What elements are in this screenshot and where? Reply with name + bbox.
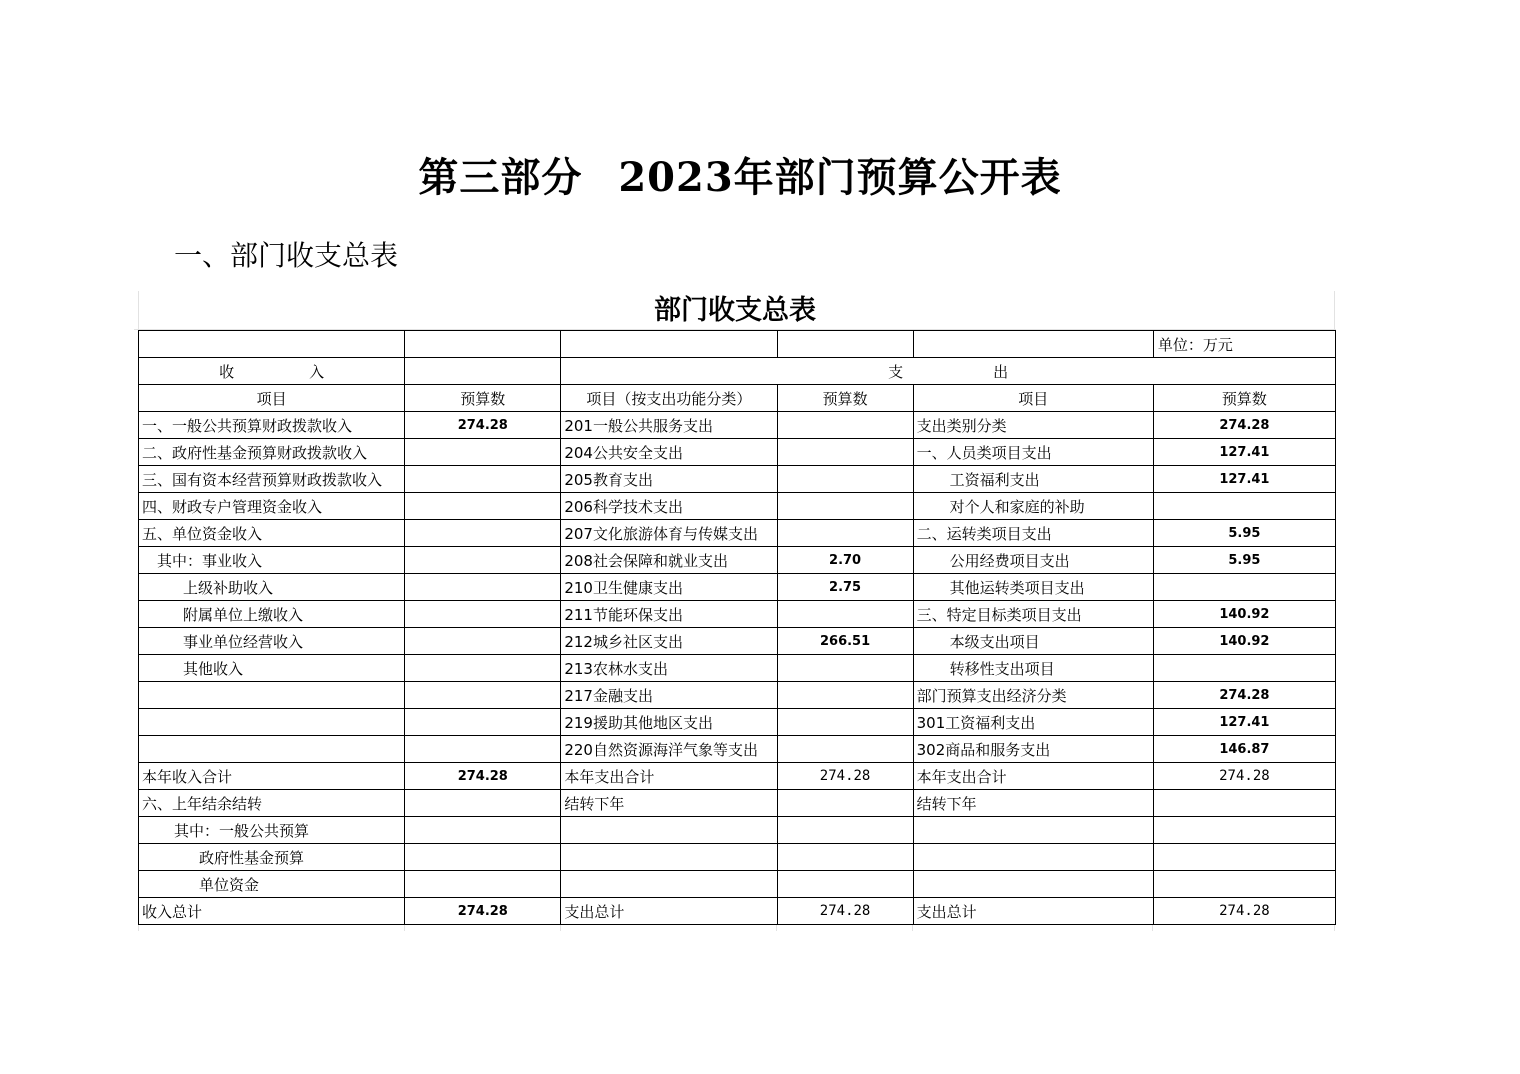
func-item-cell: 210卫生健康支出 [561, 574, 777, 601]
income-item-cell: 单位资金 [139, 871, 405, 898]
func-budget-cell: 274.28 [777, 763, 913, 790]
budget-sheet [134, 291, 1336, 931]
column-header-row [139, 385, 1336, 412]
page-title-rest: 2023年部门预算公开表 [618, 154, 1062, 201]
func-budget-cell: 2.75 [777, 574, 913, 601]
type-item-cell: 支出类别分类 [913, 412, 1153, 439]
func-item-cell [561, 871, 777, 898]
type-budget-cell: 5.95 [1153, 547, 1335, 574]
income-item-cell: 其中：事业收入 [139, 547, 405, 574]
income-item-cell: 政府性基金预算 [139, 844, 405, 871]
income-item-cell: 二、政府性基金预算财政拨款收入 [139, 439, 405, 466]
func-budget-cell [777, 520, 913, 547]
income-item-cell [139, 736, 405, 763]
func-item-cell: 212城乡社区支出 [561, 628, 777, 655]
cell [561, 331, 777, 358]
income-budget-cell [405, 574, 561, 601]
func-budget-cell [777, 844, 913, 871]
col-type-budget: 预算数 [1153, 385, 1335, 412]
func-item-cell: 201一般公共服务支出 [561, 412, 777, 439]
func-item-cell: 220自然资源海洋气象等支出 [561, 736, 777, 763]
type-budget-cell: 127.41 [1153, 709, 1335, 736]
type-budget-cell [1153, 574, 1335, 601]
cell [777, 331, 913, 358]
func-item-cell: 213农林水支出 [561, 655, 777, 682]
type-item-cell: 支出总计 [913, 898, 1153, 925]
func-budget-cell [777, 871, 913, 898]
table-row [139, 547, 1336, 574]
income-item-cell: 三、国有资本经营预算财政拨款收入 [139, 466, 405, 493]
func-budget-cell [777, 736, 913, 763]
income-item-cell: 六、上年结余结转 [139, 790, 405, 817]
type-item-cell: 工资福利支出 [913, 466, 1153, 493]
income-item-cell: 其中：一般公共预算 [139, 817, 405, 844]
income-budget-cell [405, 493, 561, 520]
page-title-part: 第三部分 [418, 154, 583, 201]
table-row [139, 790, 1336, 817]
func-budget-cell [777, 790, 913, 817]
func-item-cell: 208社会保障和就业支出 [561, 547, 777, 574]
func-budget-cell [777, 493, 913, 520]
func-item-cell: 205教育支出 [561, 466, 777, 493]
expense-header: 支 出 [561, 358, 1336, 385]
income-budget-cell [405, 736, 561, 763]
section-title: 一、部门收支总表 [174, 239, 399, 272]
func-budget-cell [777, 466, 913, 493]
income-budget-cell [405, 655, 561, 682]
income-item-cell: 事业单位经营收入 [139, 628, 405, 655]
income-item-cell: 五、单位资金收入 [139, 520, 405, 547]
income-item-cell: 上级补助收入 [139, 574, 405, 601]
func-item-cell [561, 817, 777, 844]
func-budget-cell [777, 601, 913, 628]
income-budget-cell [405, 520, 561, 547]
income-header: 收 入 [139, 358, 405, 385]
func-budget-cell: 274.28 [777, 898, 913, 925]
type-item-cell: 二、运转类项目支出 [913, 520, 1153, 547]
func-item-cell: 219援助其他地区支出 [561, 709, 777, 736]
table-row [139, 439, 1336, 466]
income-item-cell [139, 709, 405, 736]
cell [139, 331, 405, 358]
type-budget-cell: 140.92 [1153, 628, 1335, 655]
col-type-item: 项目 [913, 385, 1153, 412]
cell [405, 358, 561, 385]
type-budget-cell: 146.87 [1153, 736, 1335, 763]
income-budget-cell [405, 871, 561, 898]
income-item-cell: 附属单位上缴收入 [139, 601, 405, 628]
type-item-cell: 302商品和服务支出 [913, 736, 1153, 763]
income-budget-cell: 274.28 [405, 898, 561, 925]
unit-row [139, 331, 1336, 358]
type-budget-cell: 274.28 [1153, 682, 1335, 709]
type-item-cell: 一、人员类项目支出 [913, 439, 1153, 466]
type-budget-cell [1153, 871, 1335, 898]
type-item-cell: 其他运转类项目支出 [913, 574, 1153, 601]
table-row [139, 844, 1336, 871]
cell [405, 331, 561, 358]
type-budget-cell: 274.28 [1153, 412, 1335, 439]
type-item-cell: 本年支出合计 [913, 763, 1153, 790]
income-item-cell: 四、财政专户管理资金收入 [139, 493, 405, 520]
budget-table [138, 330, 1336, 925]
type-item-cell: 对个人和家庭的补助 [913, 493, 1153, 520]
income-budget-cell [405, 547, 561, 574]
table-row [139, 628, 1336, 655]
income-budget-cell [405, 817, 561, 844]
income-item-cell [139, 682, 405, 709]
col-income-item: 项目 [139, 385, 405, 412]
table-row [139, 601, 1336, 628]
type-item-cell [913, 817, 1153, 844]
table-row [139, 817, 1336, 844]
func-item-cell: 支出总计 [561, 898, 777, 925]
table-row [139, 574, 1336, 601]
income-budget-cell: 274.28 [405, 763, 561, 790]
type-budget-cell: 5.95 [1153, 520, 1335, 547]
func-budget-cell [777, 655, 913, 682]
func-item-cell: 204公共安全支出 [561, 439, 777, 466]
func-budget-cell [777, 439, 913, 466]
func-budget-cell [777, 709, 913, 736]
type-item-cell: 结转下年 [913, 790, 1153, 817]
func-budget-cell: 266.51 [777, 628, 913, 655]
type-item-cell [913, 871, 1153, 898]
col-func-item: 项目（按支出功能分类） [561, 385, 777, 412]
cell [913, 331, 1153, 358]
income-budget-cell [405, 709, 561, 736]
table-row [139, 898, 1336, 925]
unit-label: 单位：万元 [1153, 331, 1335, 358]
type-budget-cell: 274.28 [1153, 763, 1335, 790]
table-row [139, 466, 1336, 493]
sheet-bottom-rule [138, 925, 1336, 931]
table-row [139, 709, 1336, 736]
col-func-budget: 预算数 [777, 385, 913, 412]
type-item-cell: 转移性支出项目 [913, 655, 1153, 682]
table-row [139, 520, 1336, 547]
func-budget-cell: 2.70 [777, 547, 913, 574]
col-income-budget: 预算数 [405, 385, 561, 412]
type-budget-cell [1153, 844, 1335, 871]
func-budget-cell [777, 817, 913, 844]
type-budget-cell: 140.92 [1153, 601, 1335, 628]
income-item-cell: 本年收入合计 [139, 763, 405, 790]
table-row [139, 493, 1336, 520]
type-budget-cell [1153, 817, 1335, 844]
type-item-cell: 301工资福利支出 [913, 709, 1153, 736]
type-budget-cell [1153, 493, 1335, 520]
type-item-cell: 部门预算支出经济分类 [913, 682, 1153, 709]
income-item-cell: 收入总计 [139, 898, 405, 925]
type-budget-cell: 274.28 [1153, 898, 1335, 925]
income-budget-cell [405, 790, 561, 817]
type-budget-cell: 127.41 [1153, 439, 1335, 466]
type-budget-cell [1153, 655, 1335, 682]
func-item-cell: 211节能环保支出 [561, 601, 777, 628]
income-budget-cell [405, 844, 561, 871]
type-item-cell: 本级支出项目 [913, 628, 1153, 655]
func-item-cell: 206科学技术支出 [561, 493, 777, 520]
income-budget-cell [405, 439, 561, 466]
group-header-row [139, 358, 1336, 385]
type-budget-cell [1153, 790, 1335, 817]
type-budget-cell: 127.41 [1153, 466, 1335, 493]
table-row [139, 763, 1336, 790]
type-item-cell: 三、特定目标类项目支出 [913, 601, 1153, 628]
func-item-cell: 本年支出合计 [561, 763, 777, 790]
func-item-cell [561, 844, 777, 871]
type-item-cell: 公用经费项目支出 [913, 547, 1153, 574]
table-row [139, 412, 1336, 439]
func-item-cell: 结转下年 [561, 790, 777, 817]
func-budget-cell [777, 682, 913, 709]
income-item-cell: 其他收入 [139, 655, 405, 682]
table-row [139, 655, 1336, 682]
table-row [139, 736, 1336, 763]
type-item-cell [913, 844, 1153, 871]
func-budget-cell [777, 412, 913, 439]
table-row [139, 682, 1336, 709]
income-budget-cell [405, 682, 561, 709]
page-title [0, 146, 1480, 203]
income-budget-cell [405, 601, 561, 628]
sheet-title: 部门收支总表 [134, 291, 1336, 330]
income-item-cell: 一、一般公共预算财政拨款收入 [139, 412, 405, 439]
income-budget-cell: 274.28 [405, 412, 561, 439]
income-budget-cell [405, 628, 561, 655]
func-item-cell: 217金融支出 [561, 682, 777, 709]
income-budget-cell [405, 466, 561, 493]
func-item-cell: 207文化旅游体育与传媒支出 [561, 520, 777, 547]
table-row [139, 871, 1336, 898]
